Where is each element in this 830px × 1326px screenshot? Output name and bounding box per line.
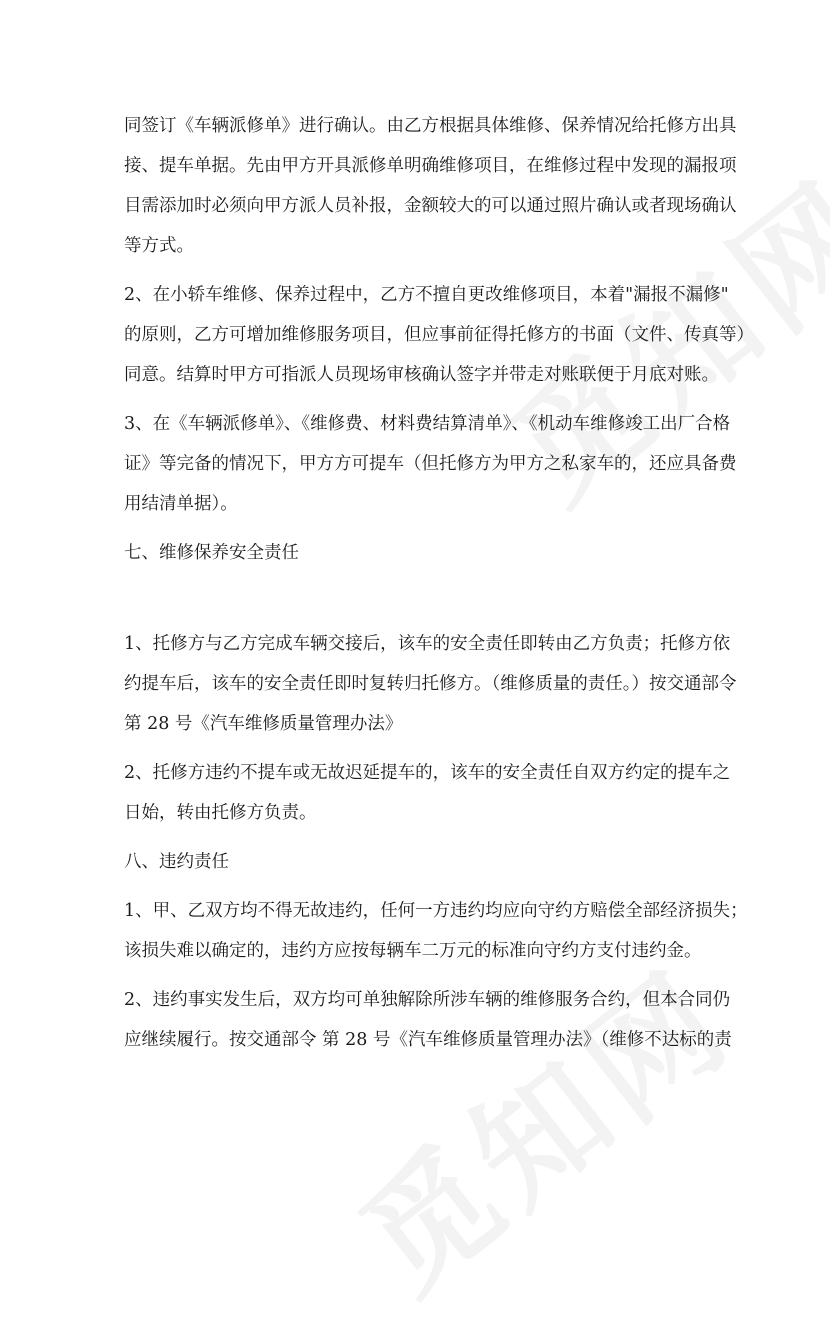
paragraph-line: 同意。结算时甲方可指派人员现场审核确认签字并带走对账联便于月底对账。	[124, 365, 719, 385]
paragraph-line: 约提车后，该车的安全责任即时复转归托修方。（维修质量的责任。）按交通部令	[124, 674, 737, 694]
paragraph-line: 第 28 号《汽车维修质量管理办法》	[124, 714, 403, 734]
paragraph-line: 2、在小轿车维修、保养过程中，乙方不擅自更改维修项目，本着"漏报不漏修"	[124, 285, 729, 305]
watermark	[317, 921, 763, 1326]
paragraph-line: 2、违约事实发生后，双方均可单独解除所涉车辆的维修服务合约，但本合同仍	[124, 990, 731, 1010]
paragraph-line: 证》等完备的情况下，甲方方可提车（但托修方为甲方之私家车的，还应具备费	[124, 454, 737, 474]
paragraph-line: 同签订《车辆派修单》进行确认。由乙方根据具体维修、保养情况给托修方出具	[124, 116, 737, 136]
paragraph-line: 应继续履行。按交通部令 第 28 号《汽车维修质量管理办法》（维修不达标的责	[124, 1030, 732, 1050]
paragraph-line: 目需添加时必须向甲方派人员补报，金额较大的可以通过照片确认或者现场确认	[124, 196, 737, 216]
paragraph-line: 3、在《车辆派修单》、《维修费、材料费结算清单》、《机动车维修竣工出厂合格	[124, 414, 731, 434]
section-heading: 七、维修保养安全责任	[124, 543, 299, 563]
paragraph-line: 用结清单据）。	[124, 494, 238, 514]
paragraph-line: 接、提车单据。先由甲方开具派修单明确维修项目，在维修过程中发现的漏报项	[124, 156, 737, 176]
paragraph-line: 2、托修方违约不提车或无故迟延提车的，该车的安全责任自双方约定的提车之	[124, 763, 731, 783]
paragraph-line: 该损失难以确定的，违约方应按每辆车二万元的标准向守约方支付违约金。	[124, 941, 702, 961]
section-heading: 八、违约责任	[124, 852, 229, 872]
paragraph-line: 1、甲、乙双方均不得无故违约，任何一方违约均应向守约方赔偿全部经济损失；	[124, 901, 748, 921]
paragraph-line: 等方式。	[124, 236, 194, 256]
paragraph-line: 的原则，乙方可增加维修服务项目，但应事前征得托修方的书面（文件、传真等）	[124, 325, 754, 345]
paragraph-line: 日始，转由托修方负责。	[124, 803, 317, 823]
paragraph-line: 1、托修方与乙方完成车辆交接后，该车的安全责任即转由乙方负责；托修方依	[124, 634, 731, 654]
